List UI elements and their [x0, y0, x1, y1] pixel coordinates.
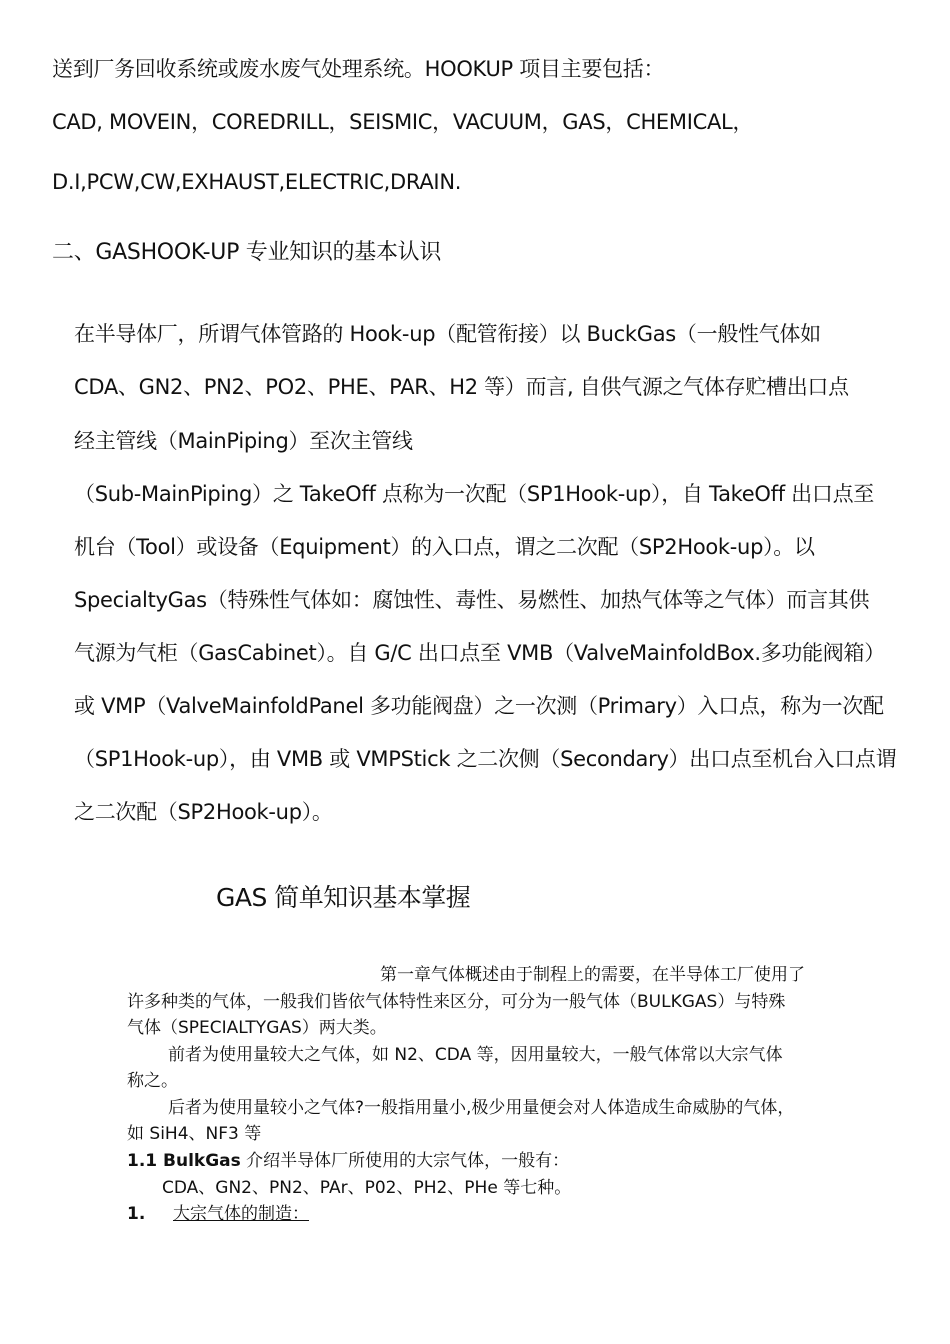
paragraph-line: 称之。	[127, 1071, 178, 1091]
sub-heading-text: 介绍半导体厂所使用的大宗气体，一般有：	[240, 1151, 570, 1171]
gas-list: CDA、GN2、PN2、PAr、P02、PH2、PHe 等七种。	[162, 1178, 572, 1198]
paragraph-line: 后者为使用量较小之气体?一般指用量小,极少用量便会对人体造成生命威胁的气体，	[168, 1098, 795, 1118]
chapter-line: 第一章气体概述由于制程上的需要，在半导体工厂使用了	[380, 965, 805, 985]
sub-heading-number: 1.1 BulkGas	[127, 1151, 241, 1171]
text-line: 送到厂务回收系统或废水废气处理系统。HOOKUP 项目主要包括：	[52, 57, 665, 81]
list-item	[127, 1203, 309, 1225]
section-heading: 二、GASHOOK-UP 专业知识的基本认识	[52, 240, 442, 265]
paragraph-line: CDA、GN2、PN2、PO2、PHE、PAR、H2 等）而言, 自供气源之气体存贮槽出口点	[74, 375, 849, 399]
text-line: CAD, MOVEIN，COREDRILL，SEISMIC，VACUUM，GAS，CHEMICAL，	[52, 110, 754, 134]
paragraph-line: 气源为气柜（GasCabinet）。自 G/C 出口点至 VMB（ValveMainfoldBox.多功能阀箱）	[74, 641, 885, 665]
sub-heading	[127, 1150, 569, 1172]
paragraph-line: 前者为使用量较大之气体，如 N2、CDA 等，因用量较大，一般气体常以大宗气体	[168, 1045, 783, 1065]
paragraph-line: 或 VMP（ValveMainfoldPanel 多功能阀盘）之一次测（Primary）入口点，称为一次配	[74, 694, 884, 718]
paragraph-line: （Sub-MainPiping）之 TakeOff 点称为一次配（SP1Hook-up），自 TakeOff 出口点至	[74, 482, 874, 506]
list-item-number: 1.	[127, 1204, 146, 1224]
paragraph-line: 在半导体厂，所谓气体管路的 Hook-up（配管衔接）以 BuckGas（一般性气体如	[74, 322, 821, 346]
paragraph-line: SpecialtyGas（特殊性气体如：腐蚀性、毒性、易燃性、加热气体等之气体）而言其供	[74, 588, 870, 612]
paragraph-line: 气体（SPECIALTYGAS）两大类。	[127, 1018, 387, 1038]
paragraph-line: 经主管线（MainPiping）至次主管线	[74, 429, 413, 453]
paragraph-line: 如 SiH4、NF3 等	[127, 1124, 262, 1144]
paragraph-line: 机台（Tool）或设备（Equipment）的入口点，谓之二次配（SP2Hook-up）。以	[74, 535, 815, 559]
paragraph-line: 许多种类的气体，一般我们皆依气体特性来区分，可分为一般气体（BULKGAS）与特殊	[127, 992, 786, 1012]
paragraph-line: 之二次配（SP2Hook-up）。	[74, 800, 333, 824]
paragraph-line: （SP1Hook-up），由 VMB 或 VMPStick 之二次侧（Secondary）出口点至机台入口点谓	[74, 747, 897, 771]
text-line: D.I,PCW,CW,EXHAUST,ELECTRIC,DRAIN.	[52, 170, 462, 194]
section-title: GAS 简单知识基本掌握	[216, 883, 471, 912]
list-item-label: 大宗气体的制造：	[173, 1204, 309, 1224]
